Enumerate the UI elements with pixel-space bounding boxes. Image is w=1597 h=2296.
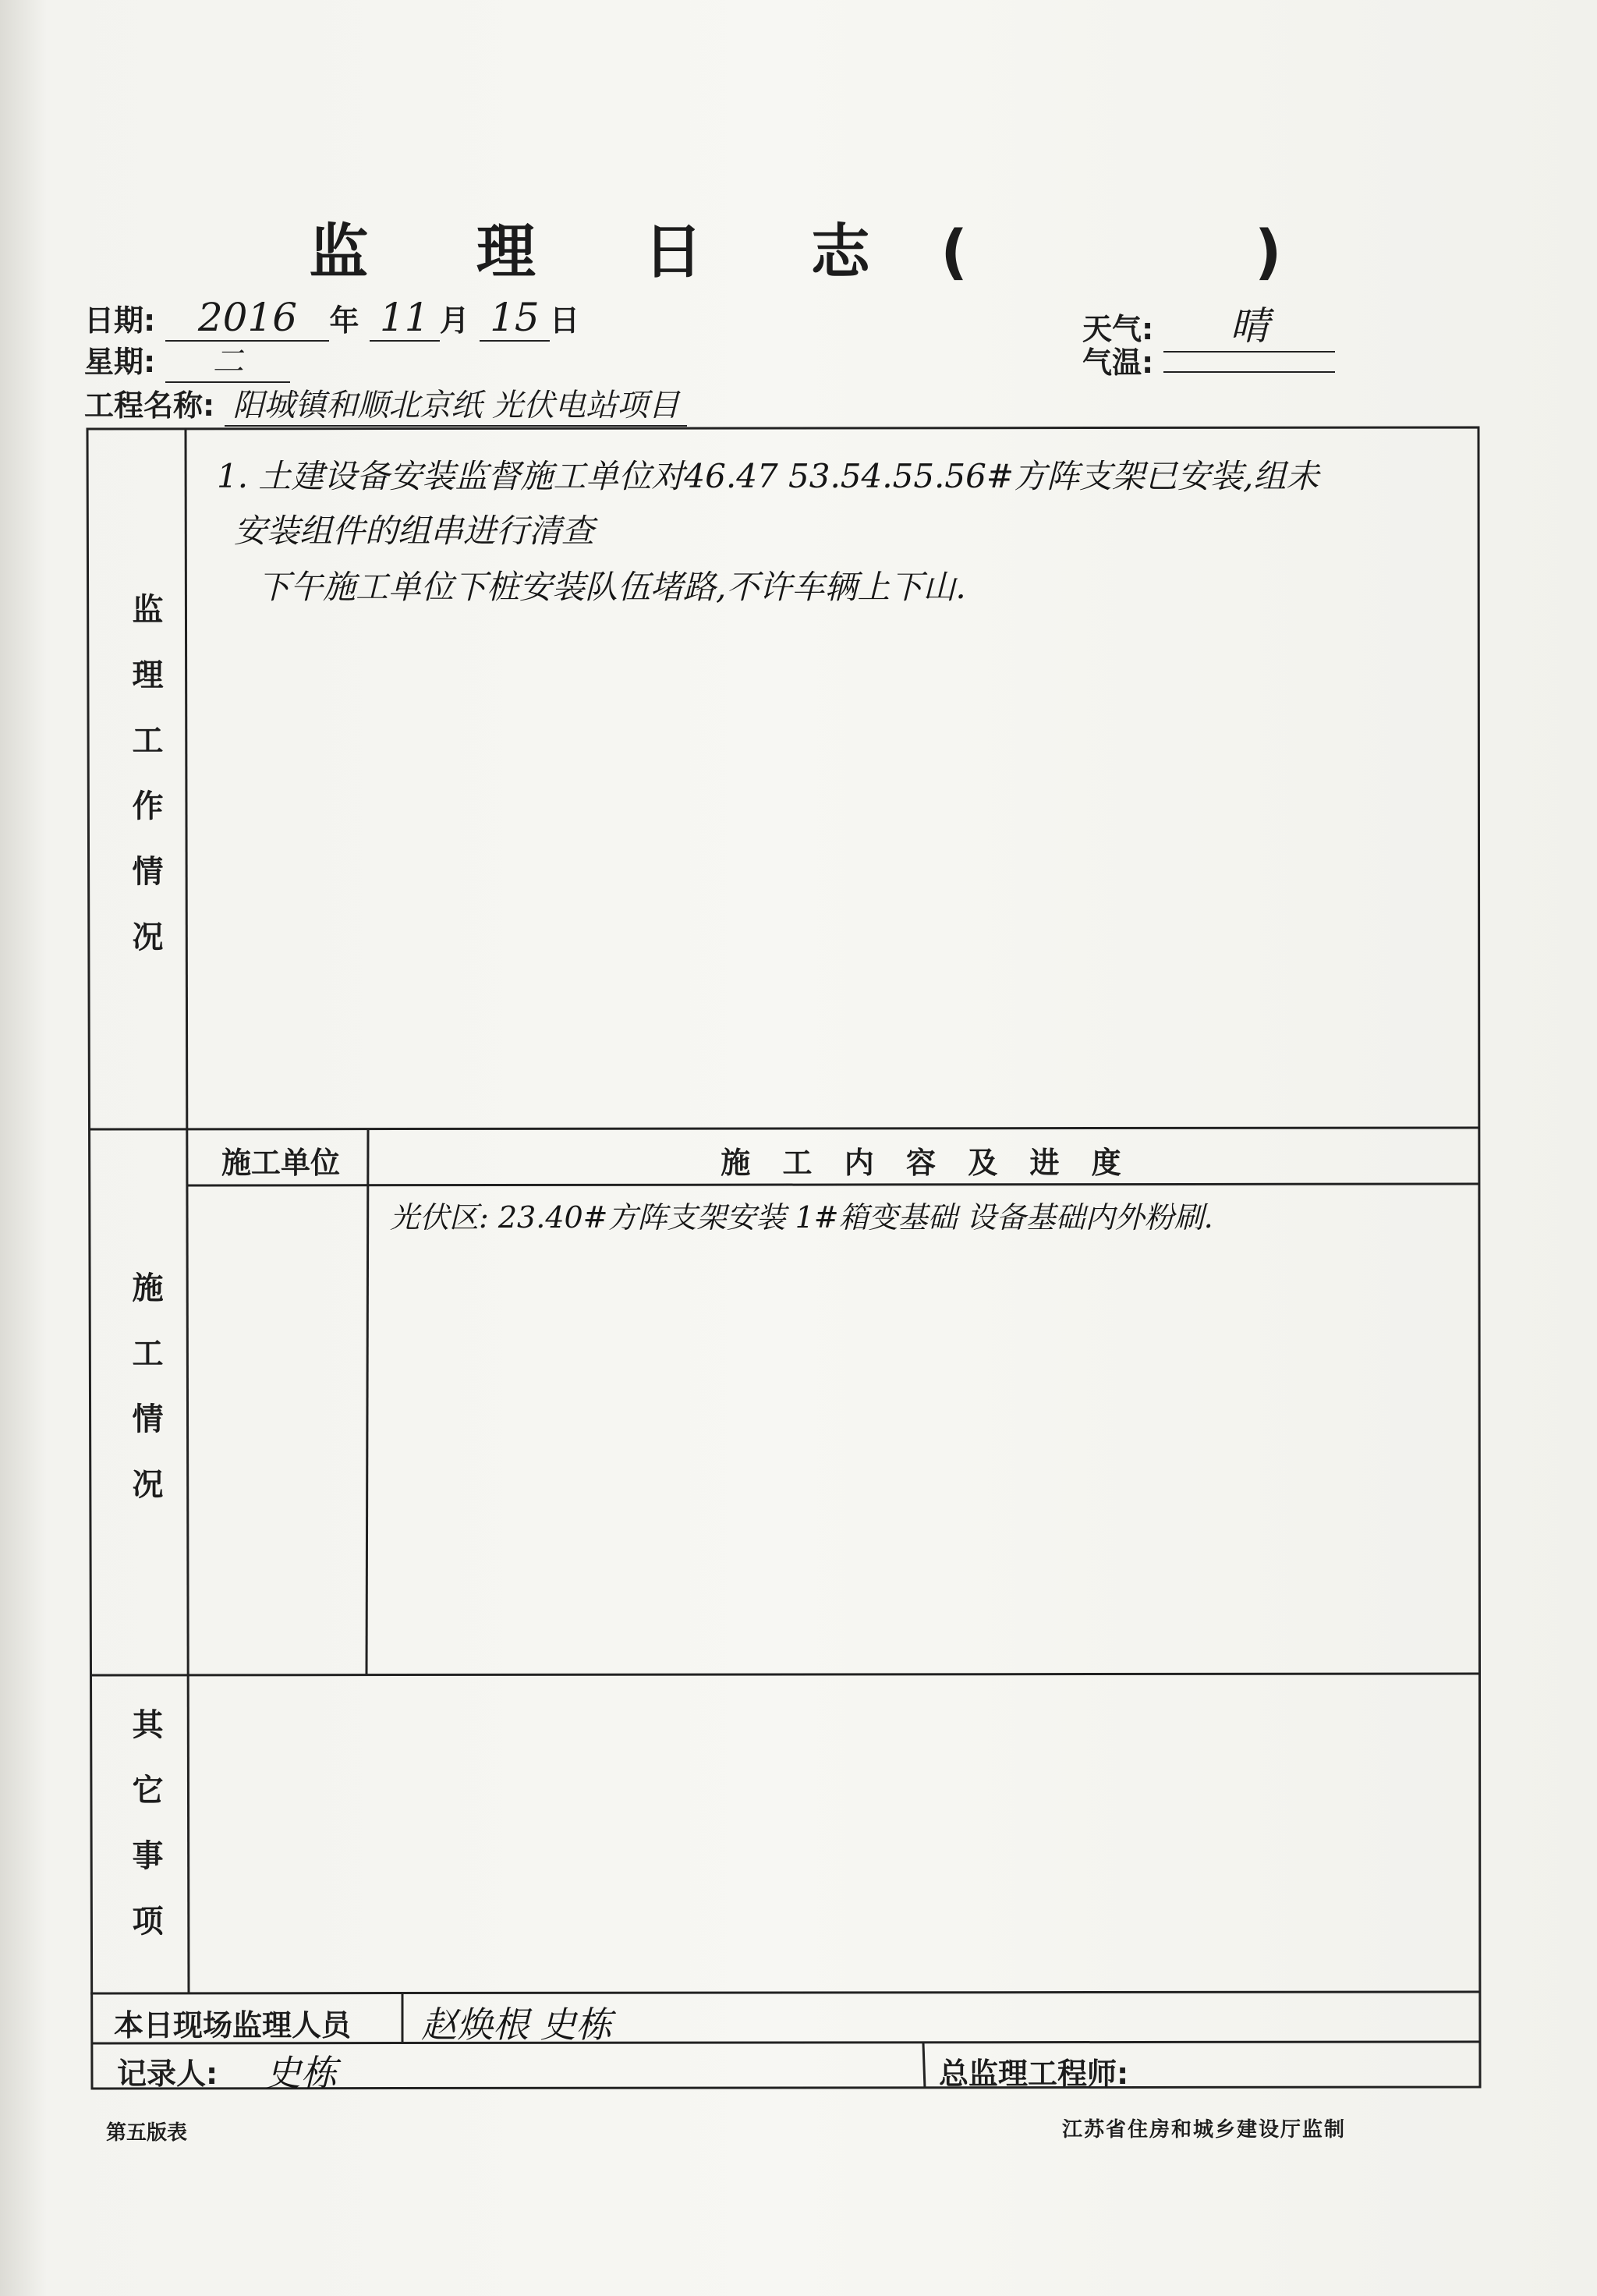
work-line-3: 下午施工单位下桩安装队伍堵路,不许车辆上下山. (257, 568, 966, 606)
recorder-name: 史栋 (265, 2052, 337, 2094)
other-section-label: 其它事项 (127, 1708, 163, 1970)
recorder-label: 记录人: (117, 2057, 218, 2091)
work-line-2: 安装组件的组串进行清查 (234, 512, 595, 550)
weather-label: 天气: (1082, 312, 1154, 346)
year-unit: 年 (329, 303, 359, 338)
month-unit: 月 (439, 303, 469, 338)
weather-value: 晴 (1163, 295, 1335, 353)
edition-note: 第五版表 (106, 2121, 188, 2145)
construction-unit-header: 施工单位 (221, 1146, 341, 1180)
work-line-1: 1. 土建设备安装监督施工单位对46.47 53.54.55.56#方阵支架已安装,组未 (217, 457, 1319, 495)
staff-label: 本日现场监理人员 (114, 2008, 352, 2043)
work-section-label: 监理工作情况 (127, 593, 163, 986)
chief-engineer-label: 总监理工程师: (939, 2057, 1129, 2091)
title-text: 监 理 日 志 (309, 217, 914, 286)
title-close-paren: ) (1254, 217, 1288, 286)
project-name: 阳城镇和顺北京纸 光伏电站项目 (225, 381, 687, 427)
construction-content-header: 施 工 内 容 及 进 度 (721, 1146, 1132, 1180)
weekday-value: 二 (165, 337, 290, 383)
date-month: 11 (370, 295, 440, 342)
project-label: 工程名称: (84, 388, 215, 423)
title-open-paren: ( (940, 217, 974, 286)
construction-section-label: 施工情况 (127, 1271, 163, 1533)
construction-content: 光伏区: 23.40#方阵支架安装 1#箱变基础 设备基础内外粉刷. (390, 1200, 1213, 1235)
staff-names: 赵焕根 史栋 (421, 2004, 612, 2046)
day-unit: 日 (549, 303, 579, 338)
weekday-label: 星期: (84, 345, 156, 379)
date-label: 日期: (84, 303, 156, 338)
date-year: 2016 (165, 295, 329, 342)
issuer-note: 江苏省住房和城乡建设厅监制 (1062, 2118, 1347, 2142)
temp-label: 气温: (1082, 345, 1154, 380)
date-day: 15 (480, 295, 550, 342)
